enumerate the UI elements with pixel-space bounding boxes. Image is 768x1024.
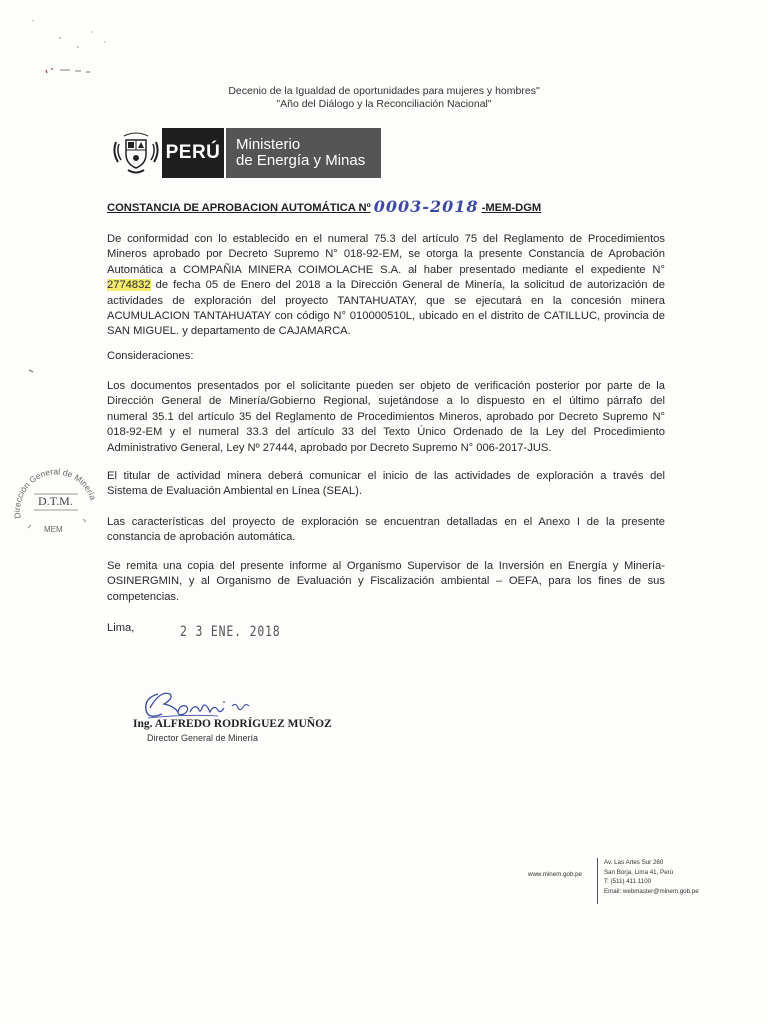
- p4-line: Las características del proyecto de exploración se encuentran detalladas en el Anexo I de la presente: [107, 516, 665, 528]
- coat-of-arms-icon: [110, 128, 162, 178]
- paragraph-1: [107, 232, 665, 340]
- p1-line-text: de fecha 05 de Enero del 2018 a la Dirección General de Minería, la solicitud de autorización de: [155, 279, 666, 292]
- p3-line: Sistema de Evaluación Ambiental en Línea (SEAL).: [107, 485, 362, 498]
- svg-text:MEM: MEM: [44, 525, 63, 534]
- consideraciones-heading: [107, 349, 665, 364]
- scan-tick-mark: [28, 368, 38, 374]
- paragraph-4: [107, 515, 665, 546]
- logo-ministry-line-2: de Energía y Minas: [236, 152, 366, 169]
- dtm-stamp-seal: [6, 460, 106, 542]
- footer-address-line: T: (511) 411 1100: [604, 878, 652, 885]
- footer-website: www.minem.gob.pe: [528, 871, 582, 878]
- p2-line: Administrativo General, Ley Nº 27444, aprobado por Decreto Supremo N° 006-2017-JUS.: [107, 441, 552, 454]
- footer-divider: [597, 858, 598, 904]
- signatory-title: Director General de Minería: [147, 733, 259, 743]
- p2-line: Dirección General de Minería/Gobierno Regional, sujetándose a lo dispuesto en el último párrafo del: [107, 395, 665, 408]
- p5-line: Se remita una copia del presente informe al Organismo Supervisor de la Inversión en Energía y Minería-: [107, 560, 665, 572]
- decenio-line-2: "Año del Diálogo y la Reconciliación Nacional": [276, 98, 492, 110]
- decenio-header: [0, 85, 768, 111]
- p5-line: competencias.: [107, 590, 180, 603]
- p2-line: numeral 35.1 del artículo 35 del Reglamento de Procedimientos Mineros, aprobado por Decreto Supremo N°: [107, 410, 665, 423]
- p2-line: Los documentos presentados por el solicitante pueden ser objeto de verificación posterior por parte de la: [107, 380, 665, 392]
- scan-noise-marks: [30, 20, 120, 90]
- p2-line: 018-92-EM y el numeral 33.3 del artículo 33 del Texto Único Ordenado de la Ley del Procedimiento: [107, 426, 665, 439]
- footer-address: [604, 858, 699, 896]
- title-prefix: CONSTANCIA DE APROBACION AUTOMÁTICA Nº: [107, 202, 371, 214]
- p1-line: [107, 278, 665, 293]
- signatory-name: Ing. ALFREDO RODRÍGUEZ MUÑOZ: [133, 718, 332, 730]
- logo-ministry-line-1: Ministerio: [236, 136, 301, 153]
- p1-line: SAN MIGUEL. y departamento de CAJAMARCA.: [107, 325, 351, 338]
- p5-line: OSINERGMIN, y al Organismo de Evaluación y Fiscalización ambiental – OEFA, para los fines de sus: [107, 575, 665, 588]
- decenio-line-1: Decenio de la Igualdad de oportunidades para mujeres y hombres": [228, 85, 540, 97]
- p1-line: Mineros aprobado por Decreto Supremo N° 018-92-EM, se otorga la presente Constancia de Aprobación: [107, 248, 665, 261]
- expediente-number: 2774832: [107, 279, 151, 292]
- consideraciones-label: Consideraciones:: [107, 350, 194, 362]
- logo-ministry: [224, 128, 381, 178]
- paragraph-5: [107, 559, 665, 605]
- footer-address-line: San Borja, Lima 41, Perú: [604, 868, 674, 876]
- p1-line: De conformidad con lo establecido en el numeral 75.3 del artículo 75 del Reglamento de Procedimientos: [107, 233, 665, 245]
- paragraph-3: [107, 469, 665, 500]
- p1-line: Automática a COMPAÑIA MINERA COIMOLACHE S.A. al haber presentado mediante el expediente N°: [107, 263, 665, 276]
- p3-line: El titular de actividad minera deberá comunicar el inicio de las actividades de exploración a través del: [107, 470, 665, 482]
- title-handwritten-number: 0003-2018: [373, 197, 479, 216]
- title-suffix: -MEM-DGM: [481, 202, 542, 214]
- footer-address-line: Av. Las Artes Sur 260: [604, 859, 664, 866]
- svg-text:D.T.M.: D.T.M.: [38, 494, 73, 508]
- ministry-logo: [110, 128, 381, 178]
- document-title: [107, 196, 541, 215]
- p1-line: ACUMULACION TANTAHUATAY con código N° 010000510L, ubicado en el distrito de CATILLUC, provincia de: [107, 310, 665, 323]
- p4-line: constancia de aprobación automática.: [107, 531, 296, 544]
- logo-country: PERÚ: [162, 128, 224, 178]
- paragraph-2: [107, 379, 665, 456]
- place-label: Lima,: [107, 622, 135, 634]
- footer-address-line: Email: webmaster@minem.gob.pe: [604, 887, 699, 895]
- svg-text:Dirección General de Minería: Dirección General de Minería: [12, 466, 99, 520]
- p1-line: actividades de exploración del proyecto TANTAHUATAY, que se ejecutará en la concesión minera: [107, 294, 665, 307]
- date-stamp: 2 3 ENE. 2018: [180, 624, 281, 640]
- handwritten-signature: [140, 688, 270, 722]
